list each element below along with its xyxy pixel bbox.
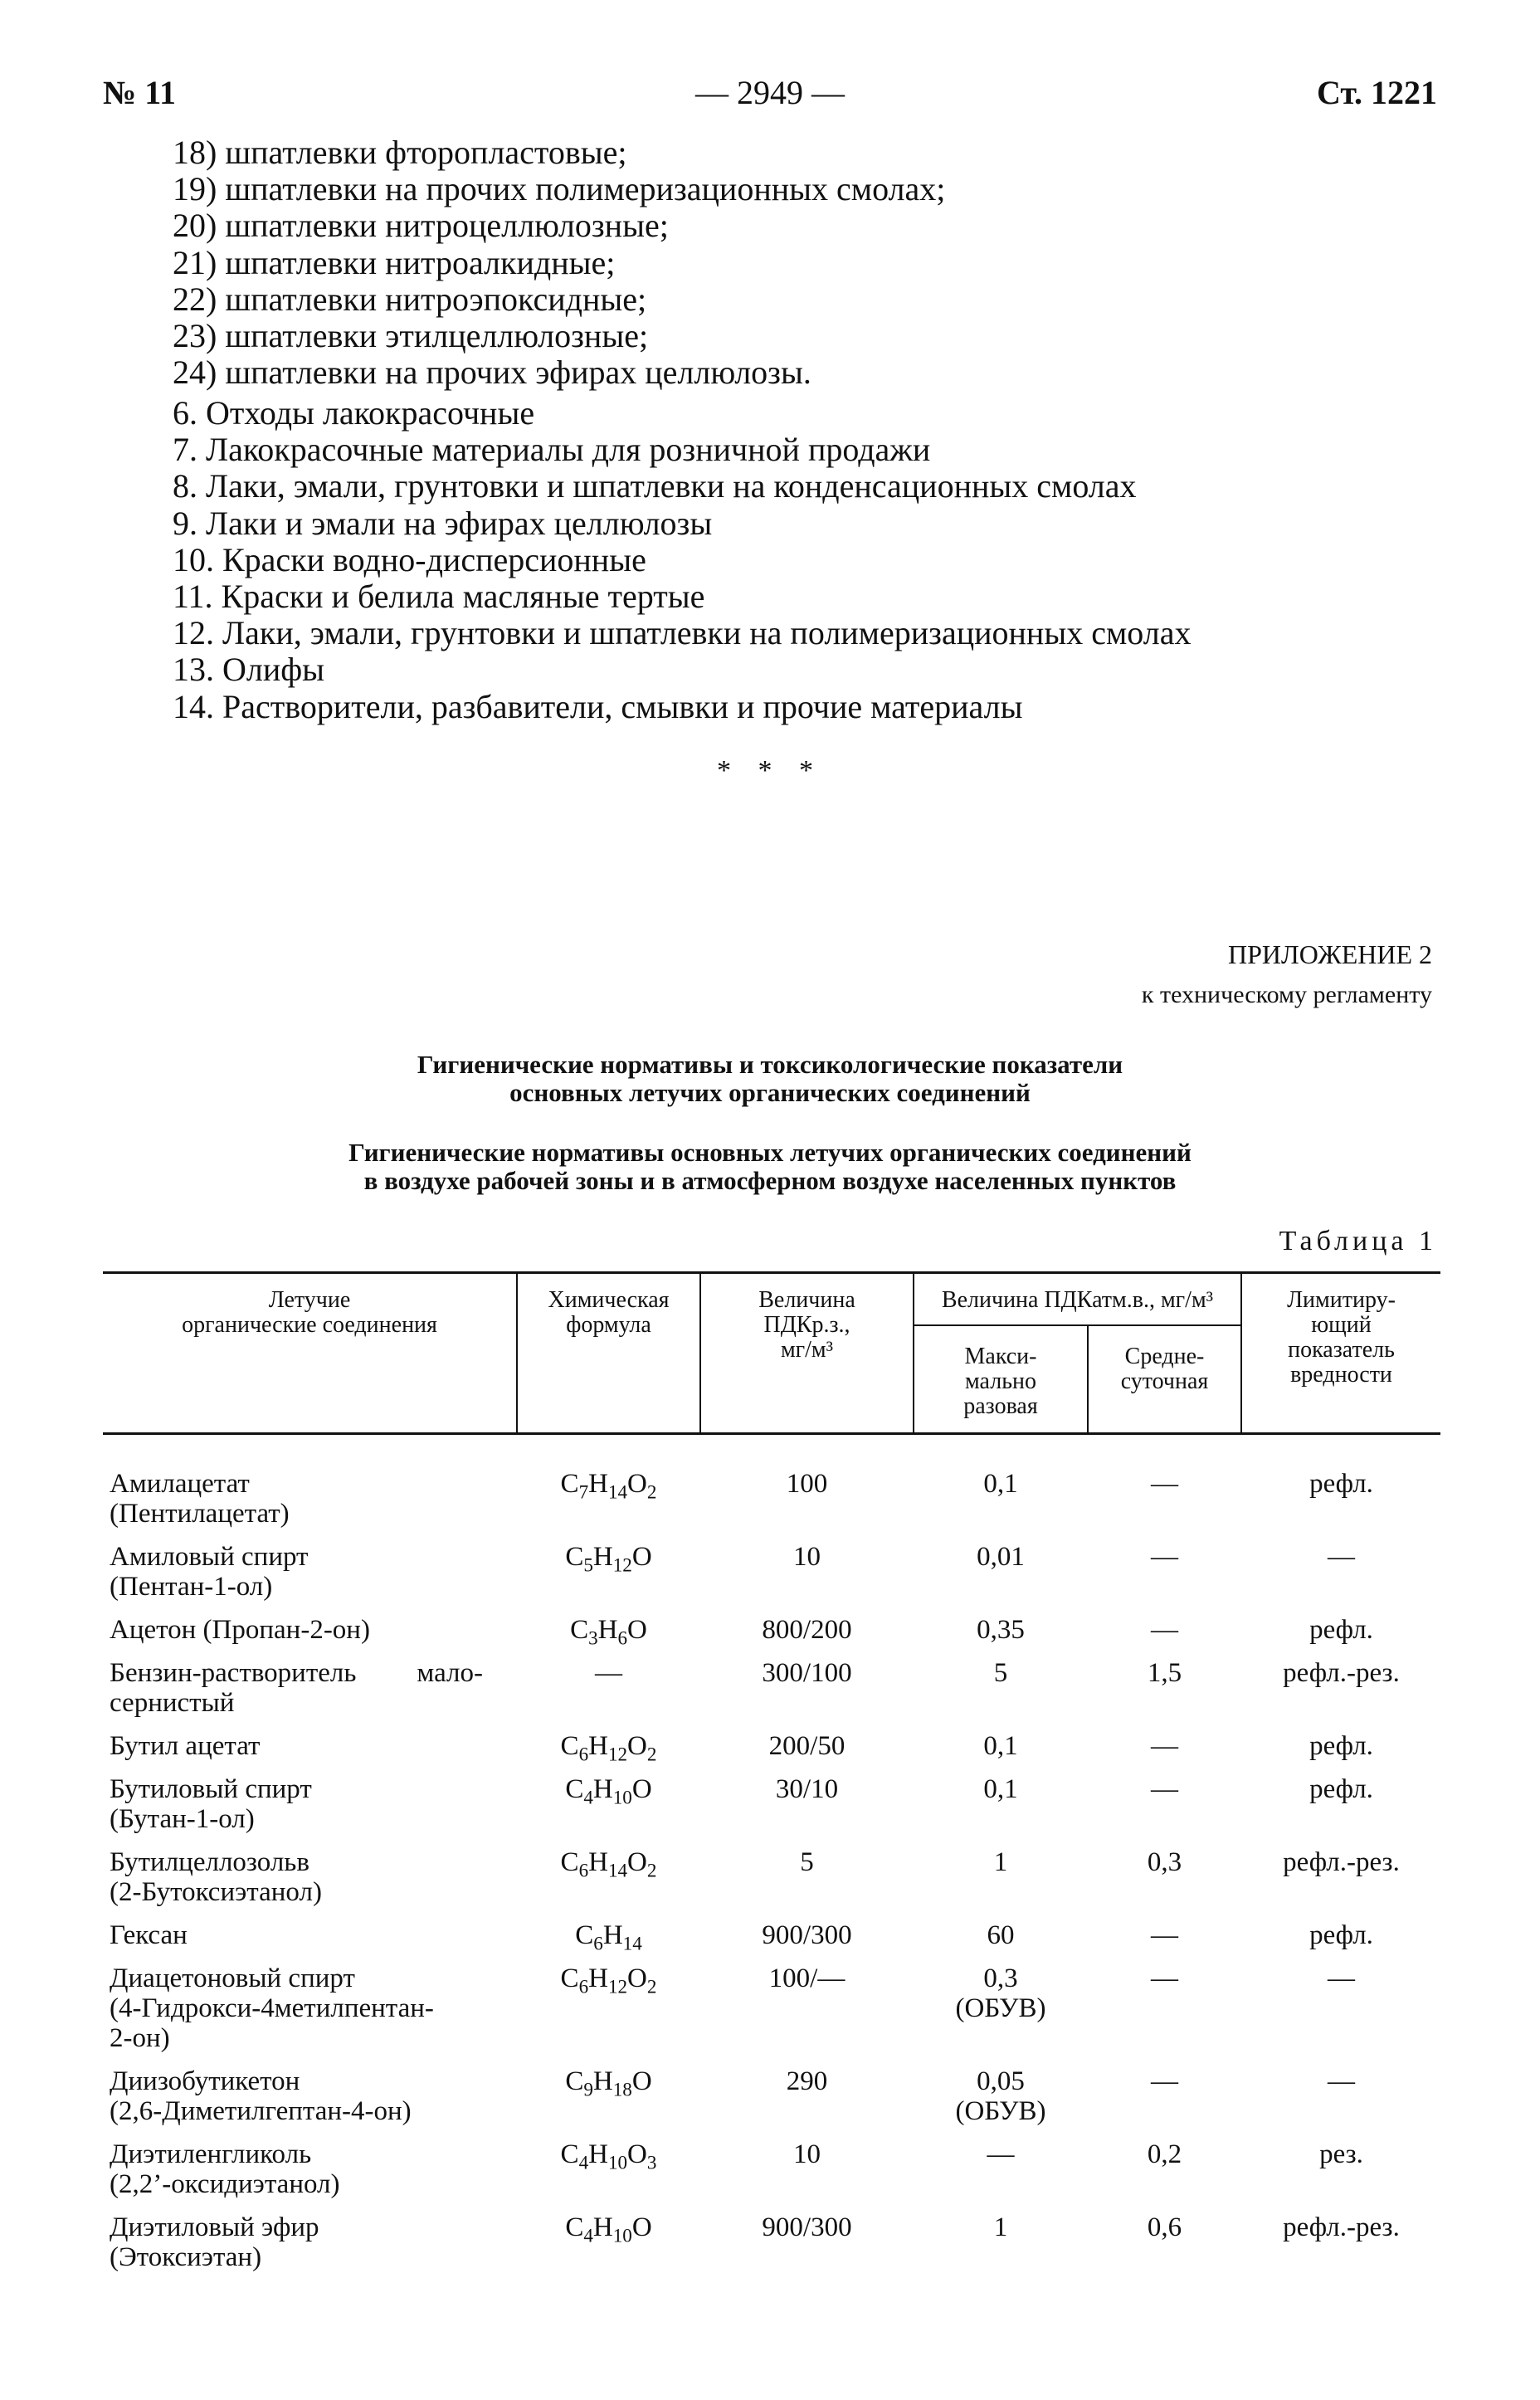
putty-sublist <box>173 134 945 391</box>
chemical-formula: $C_7H_{14}O_2$ <box>560 1469 657 1503</box>
pdk-max-single: 60 <box>987 1920 1015 1950</box>
chemical-formula: $C_4H_{10}O$ <box>565 2212 652 2246</box>
category-list <box>173 395 1191 725</box>
list-item: 22) шпатлевки нитроэпоксидные; <box>173 280 647 318</box>
pdk-daily-average: 0,6 <box>1147 2212 1182 2242</box>
compound-name: Гексан <box>110 1920 188 1950</box>
pdk-daily-average: — <box>1151 2066 1178 2096</box>
limiting-indicator: рефл. <box>1309 1469 1373 1499</box>
header-limiting: Лимитиру- ющий показатель вредности <box>1287 1287 1396 1388</box>
chemical-formula: $C_5H_{12}O$ <box>565 1542 652 1576</box>
pdk-daily-average: — <box>1151 1615 1178 1645</box>
chemical-formula: $C_6H_{14}$ <box>575 1920 642 1954</box>
pdk-work-zone: 900/300 <box>762 2212 852 2242</box>
pdk-max-single: — <box>987 2139 1015 2169</box>
pdk-daily-average: 1,5 <box>1147 1658 1182 1688</box>
chemical-formula: $C_6H_{12}O_2$ <box>560 1731 657 1765</box>
header-max: Макси- мально разовая <box>963 1344 1038 1419</box>
compound-name: Бензин-растворитель мало- сернистый <box>110 1658 483 1718</box>
limiting-indicator: рефл. <box>1309 1615 1373 1645</box>
list-item: 12. Лаки, эмали, грунтовки и шпатлевки на полимеризационных смолах <box>173 614 1192 652</box>
pdk-daily-average: — <box>1151 1731 1178 1761</box>
pdk-work-zone: 100 <box>786 1469 828 1499</box>
chemical-formula: $C_3H_6O$ <box>570 1615 647 1649</box>
compound-name: Амиловый спирт (Пентан-1-ол) <box>110 1542 309 1602</box>
header-compounds: Летучие органические соединения <box>182 1287 437 1338</box>
table-title: Гигиенические нормативы основных летучих органических соединений в воздухе рабочей зоны и в атмосферном воздухе населенных пунктов <box>348 1138 1192 1195</box>
header-pdk-rz: Величина ПДКр.з., мг/м³ <box>758 1287 855 1363</box>
section-title: Гигиенические нормативы и токсикологические показатели основных летучих органических соединений <box>417 1050 1123 1107</box>
pdk-max-single: 0,1 <box>983 1731 1018 1761</box>
list-item: 10. Краски водно-дисперсионные <box>173 540 646 578</box>
pdk-daily-average: — <box>1151 1920 1178 1950</box>
limiting-indicator: рефл. <box>1309 1774 1373 1804</box>
article-number: Ст. 1221 <box>1317 74 1437 111</box>
limiting-indicator: — <box>1328 2066 1355 2096</box>
pdk-daily-average: — <box>1151 1963 1178 1993</box>
list-item: 19) шпатлевки на прочих полимеризационных смолах; <box>173 170 946 208</box>
limiting-indicator: рефл.-рез. <box>1283 1847 1400 1877</box>
compound-name: Диэтиленгликоль (2,2’-оксидиэтанол) <box>110 2139 340 2199</box>
compound-name: Диэтиловый эфир (Этоксиэтан) <box>110 2212 319 2272</box>
limiting-indicator: — <box>1328 1542 1355 1572</box>
pdk-work-zone: 100/— <box>768 1963 846 1993</box>
section-separator: * * * <box>717 755 823 786</box>
compound-name: Бутил ацетат <box>110 1731 261 1761</box>
pdk-daily-average: — <box>1151 1542 1178 1572</box>
list-item: 9. Лаки и эмали на эфирах целлюлозы <box>173 504 713 542</box>
list-item: 14. Растворители, разбавители, смывки и прочие материалы <box>173 687 1023 725</box>
compound-name: Амилацетат (Пентилацетат) <box>110 1469 290 1529</box>
list-item: 6. Отходы лакокрасочные <box>173 394 535 432</box>
pdk-max-single: 1 <box>993 1847 1008 1877</box>
list-item: 18) шпатлевки фторопластовые; <box>173 134 627 171</box>
pdk-daily-average: 0,3 <box>1147 1847 1182 1877</box>
pdk-work-zone: 10 <box>793 2139 821 2169</box>
limiting-indicator: рез. <box>1319 2139 1363 2169</box>
chemical-formula: $C_4H_{10}O_3$ <box>560 2139 657 2173</box>
pdk-max-single: 0,1 <box>983 1469 1018 1499</box>
pdk-work-zone: 30/10 <box>775 1774 839 1804</box>
pdk-work-zone: 800/200 <box>762 1615 852 1645</box>
pdk-work-zone: 200/50 <box>768 1731 846 1761</box>
limiting-indicator: рефл.-рез. <box>1283 2212 1400 2242</box>
chemical-formula: $C_9H_{18}O$ <box>565 2066 652 2100</box>
list-item: 24) шпатлевки на прочих эфирах целлюлозы. <box>173 354 811 392</box>
pdk-max-single: 1 <box>993 2212 1008 2242</box>
pdk-max-single: 0,05 (ОБУВ) <box>955 2066 1046 2126</box>
chemical-formula: $C_4H_{10}O$ <box>565 1774 652 1808</box>
pdk-max-single: 0,01 <box>977 1542 1025 1572</box>
compound-name: Бутиловый спирт (Бутан-1-ол) <box>110 1774 312 1834</box>
pdk-daily-average: — <box>1151 1469 1178 1499</box>
page-number: — 2949 — <box>695 74 845 111</box>
header-avg: Средне- суточная <box>1120 1344 1209 1394</box>
pdk-max-single: 0,3 (ОБУВ) <box>955 1963 1046 2023</box>
list-item: 7. Лакокрасочные материалы для розничной продажи <box>173 431 931 469</box>
limiting-indicator: рефл. <box>1309 1731 1373 1761</box>
appendix-label: ПРИЛОЖЕНИЕ 2 <box>1227 939 1432 969</box>
pdk-daily-average: — <box>1151 1774 1178 1804</box>
pdk-work-zone: 900/300 <box>762 1920 852 1950</box>
pdk-max-single: 0,35 <box>977 1615 1025 1645</box>
pdk-max-single: 5 <box>993 1658 1008 1688</box>
list-item: 11. Краски и белила масляные тертые <box>173 578 705 616</box>
pdk-work-zone: 5 <box>800 1847 814 1877</box>
compound-name: Бутилцеллозольв (2-Бутоксиэтанол) <box>110 1847 322 1907</box>
limiting-indicator: — <box>1328 1963 1355 1993</box>
compound-name: Диацетоновый спирт (4-Гидрокси-4метилпентан- 2-он) <box>110 1963 434 2053</box>
header-formula: Химическая формула <box>548 1287 670 1338</box>
table-number: Таблица 1 <box>1279 1226 1437 1256</box>
list-item: 23) шпатлевки этилцеллюлозные; <box>173 317 649 355</box>
list-item: 20) шпатлевки нитроцеллюлозные; <box>173 207 669 245</box>
appendix-subtitle: к техническому регламенту <box>1141 981 1432 1008</box>
header-pdk-atm: Величина ПДКатм.в., мг/м³ <box>941 1287 1214 1313</box>
list-item: 8. Лаки, эмали, грунтовки и шпатлевки на конденсационных смолах <box>173 467 1137 505</box>
limiting-indicator: рефл. <box>1309 1920 1373 1950</box>
pdk-daily-average: 0,2 <box>1147 2139 1182 2169</box>
chemical-formula: $C_6H_{14}O_2$ <box>560 1847 657 1881</box>
pdk-work-zone: 10 <box>793 1542 821 1572</box>
pdk-work-zone: 300/100 <box>762 1658 852 1688</box>
compound-name: Диизобутикетон (2,6-Диметилгептан-4-он) <box>110 2066 412 2126</box>
pdk-work-zone: 290 <box>786 2066 828 2096</box>
pdk-max-single: 0,1 <box>983 1774 1018 1804</box>
chemical-formula: $C_6H_{12}O_2$ <box>560 1963 657 1998</box>
compound-name: Ацетон (Пропан-2-он) <box>110 1615 370 1645</box>
limiting-indicator: рефл.-рез. <box>1283 1658 1400 1688</box>
chemical-formula: — <box>595 1658 622 1688</box>
issue-number: № 11 <box>103 74 176 111</box>
list-item: 13. Олифы <box>173 651 325 689</box>
list-item: 21) шпатлевки нитроалкидные; <box>173 243 616 281</box>
